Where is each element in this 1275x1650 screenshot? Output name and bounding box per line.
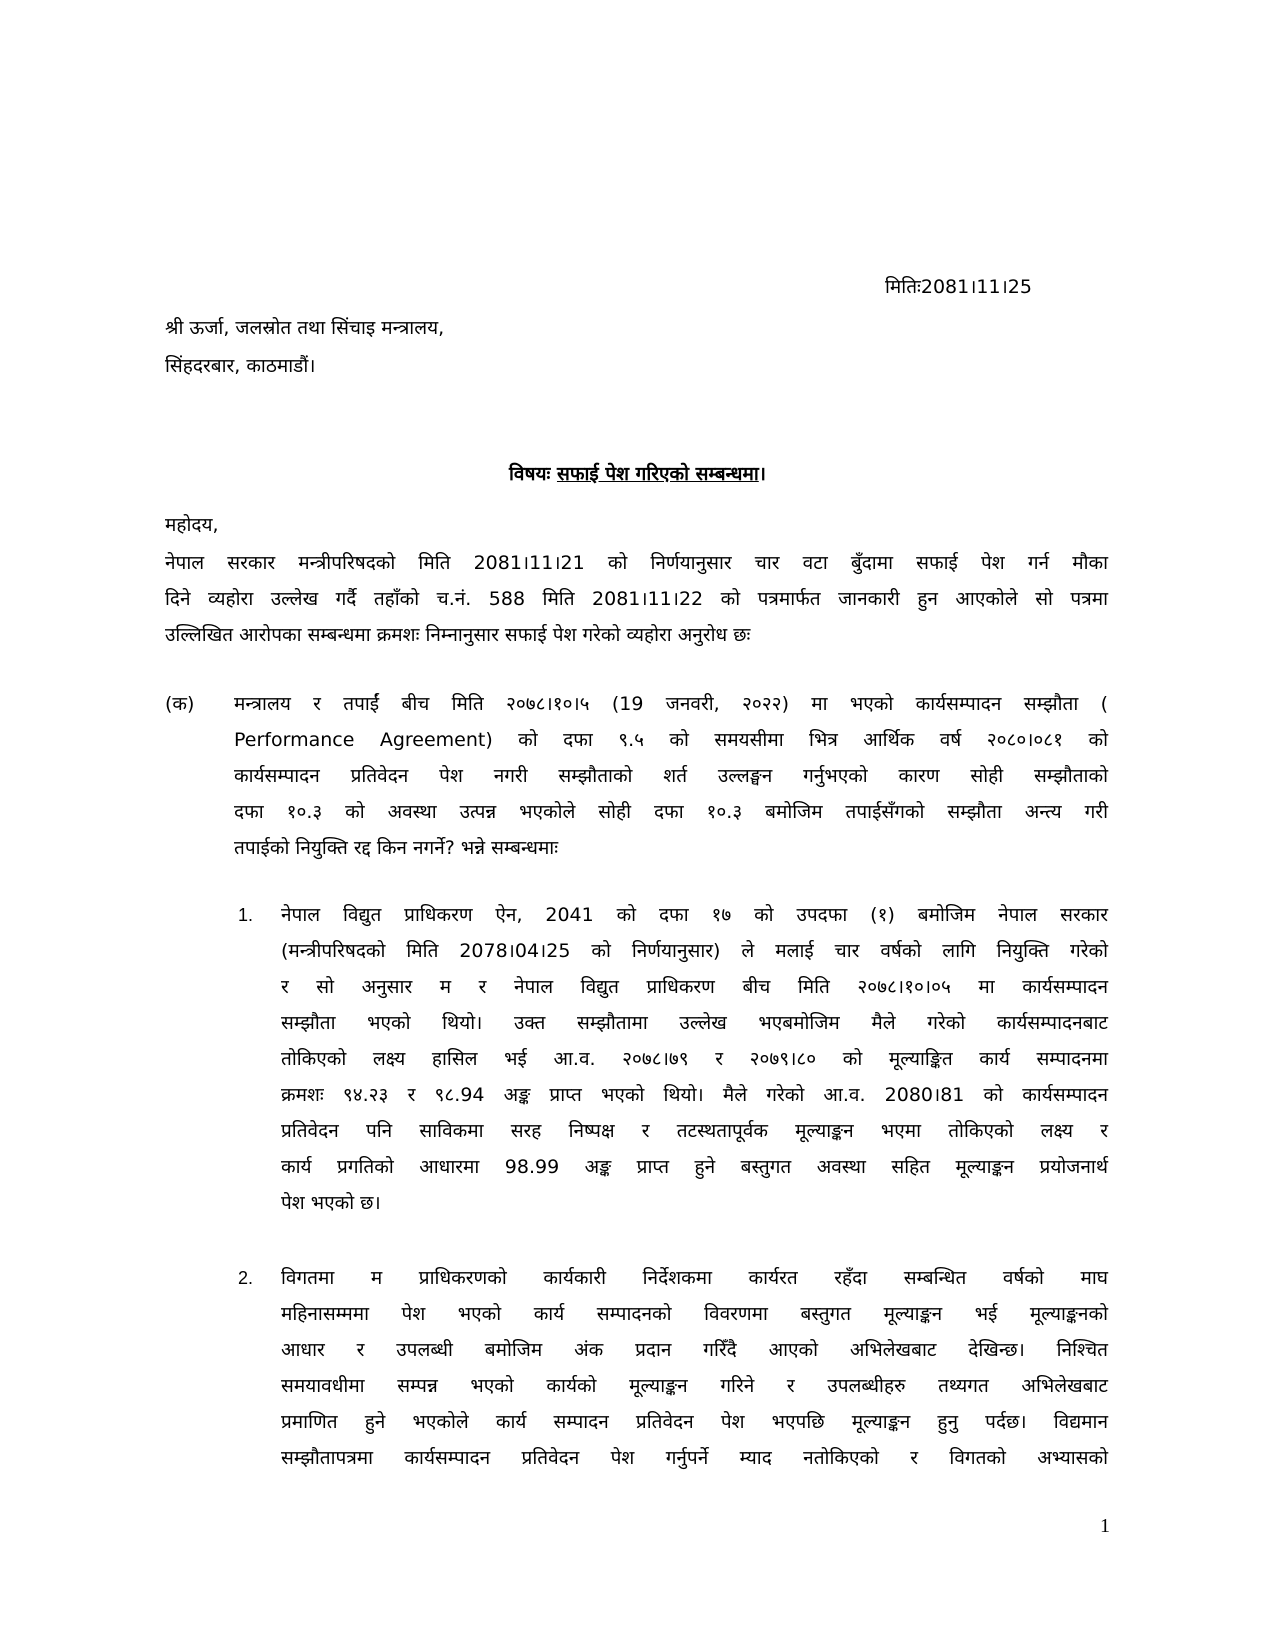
item-number: 2. — [238, 1268, 254, 1288]
intro-line: उल्लिखित आरोपका सम्बन्धमा क्रमशः निम्नानुसार सफाई पेश गरेको व्यहोरा अनुरोध छः — [165, 624, 751, 646]
item-number: 1. — [238, 905, 254, 925]
section-line: दफा १०.३ को अवस्था उत्पन्न भएकोले सोही दफा १०.३ बमोजिम तपाईसँगको सम्झौता अन्त्य गरी — [234, 801, 1108, 823]
intro-line: दिने व्यहोरा उल्लेख गर्दै तहाँको च.नं. 588 मिति 2081।11।22 को पत्रमार्फत जानकारी हुन आएकोले सो पत्रमा — [165, 588, 1108, 610]
section-line: Performance Agreement) को दफा ९.५ को समयसीमा भित्र आर्थिक वर्ष २०८०।०८१ को — [234, 729, 1108, 751]
salutation: महोदय, — [165, 514, 219, 536]
item-line: पेश भएको छ। — [281, 1192, 381, 1214]
subject-text: सफाई पेश गरिएको सम्बन्धमा — [556, 463, 759, 485]
addressee-line-1: श्री ऊर्जा, जलस्रोत तथा सिंचाइ मन्त्रालय, — [165, 317, 445, 339]
item-line: सम्झौता भएको थियो। उक्त सम्झौतामा उल्लेख भएबमोजिम मैले गरेको कार्यसम्पादनबाट — [281, 1012, 1108, 1034]
item-line: तोकिएको लक्ष्य हासिल भई आ.व. २०७८।७९ र २०७९।८० को मूल्याङ्कित कार्य सम्पादनमा — [281, 1048, 1108, 1070]
page-number: 1 — [1100, 1515, 1110, 1537]
letter-date: मितिः2081।11।25 — [885, 276, 1032, 298]
item-line: समयावधीमा सम्पन्न भएको कार्यको मूल्याङ्कन गरिने र उपलब्धीहरु तथ्यगत अभिलेखबाट — [281, 1375, 1108, 1397]
item-line: सम्झौतापत्रमा कार्यसम्पादन प्रतिवेदन पेश गर्नुपर्ने म्याद नतोकिएको र विगतको अभ्यासको — [281, 1447, 1108, 1469]
item-line: नेपाल विद्युत प्राधिकरण ऐन, 2041 को दफा १७ को उपदफा (१) बमोजिम नेपाल सरकार — [281, 904, 1108, 926]
section-line: तपाईको नियुक्ति रद्द किन नगर्ने? भन्ने सम्बन्धमाः — [234, 837, 559, 859]
item-line: महिनासम्ममा पेश भएको कार्य सम्पादनको विवरणमा बस्तुगत मूल्याङ्कन भई मूल्याङ्कनको — [281, 1303, 1108, 1325]
section-line: मन्त्रालय र तपाईं बीच मिति २०७८।१०।५ (19 जनवरी, २०२२) मा भएको कार्यसम्पादन सम्झौता ( — [234, 693, 1108, 715]
intro-line: नेपाल सरकार मन्त्रीपरिषदको मिति 2081।11।21 को निर्णयानुसार चार वटा बुँदामा सफाई पेश गर्न मौका — [165, 552, 1108, 574]
item-line: प्रमाणित हुने भएकोले कार्य सम्पादन प्रतिवेदन पेश भएपछि मूल्याङ्कन हुनु पर्दछ। विद्यमान — [281, 1411, 1108, 1433]
item-line: विगतमा म प्राधिकरणको कार्यकारी निर्देशकमा कार्यरत रहँदा सम्बन्धित वर्षको माघ — [281, 1267, 1108, 1289]
item-line: प्रतिवेदन पनि साविकमा सरह निष्पक्ष र तटस्थतापूर्वक मूल्याङ्कन भएमा तोकिएको लक्ष्य र — [281, 1120, 1108, 1142]
subject-line — [0, 461, 1275, 487]
section-line: कार्यसम्पादन प्रतिवेदन पेश नगरी सम्झौताको शर्त उल्लङ्घन गर्नुभएको कारण सोही सम्झौताको — [234, 765, 1108, 787]
section-marker: (क) — [165, 693, 195, 715]
subject-prefix: विषयः — [509, 463, 557, 485]
item-line: (मन्त्रीपरिषदको मिति 2078।04।25 को निर्णयानुसार) ले मलाई चार वर्षको लागि नियुक्ति गरेको — [281, 940, 1108, 962]
subject-suffix: । — [758, 463, 766, 485]
item-line: कार्य प्रगतिको आधारमा 98.99 अङ्क प्राप्त हुने बस्तुगत अवस्था सहित मूल्याङ्कन प्रयोजनार्थ — [281, 1156, 1108, 1178]
item-line: क्रमशः ९४.२३ र ९८.94 अङ्क प्राप्त भएको थियो। मैले गरेको आ.व. 2080।81 को कार्यसम्पादन — [281, 1084, 1108, 1106]
addressee-line-2: सिंहदरबार, काठमाडौं। — [165, 355, 316, 377]
item-line: आधार र उपलब्धी बमोजिम अंक प्रदान गरिँदै आएको अभिलेखबाट देखिन्छ। निश्चित — [281, 1339, 1108, 1361]
item-line: र सो अनुसार म र नेपाल विद्युत प्राधिकरण बीच मिति २०७८।१०।०५ मा कार्यसम्पादन — [281, 976, 1108, 998]
